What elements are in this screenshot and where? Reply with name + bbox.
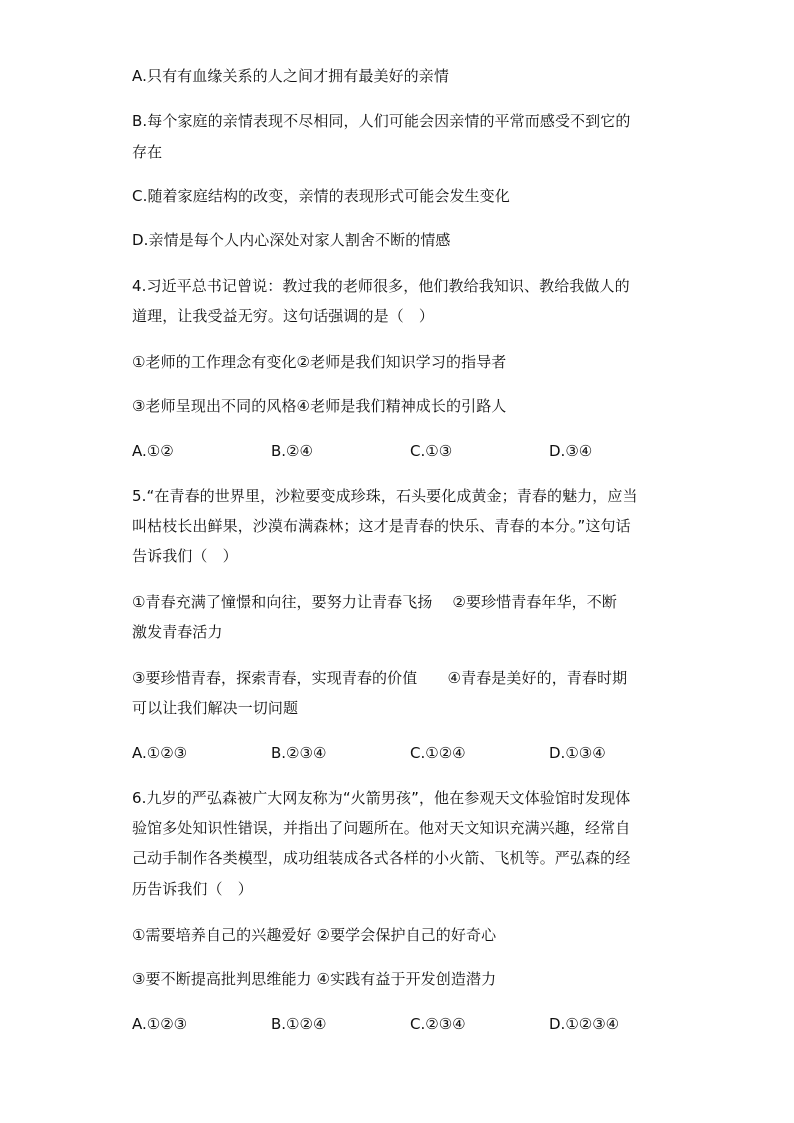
- q5-choice-d: D.①③④: [549, 744, 606, 762]
- q4-choice-c: C.①③: [410, 442, 453, 460]
- q6-choice-a: A.①②③: [132, 1015, 188, 1033]
- q5-choice-c: C.①②④: [410, 744, 466, 762]
- q3-option-d: D.亲情是每个人内心深处对家人割舍不断的情感: [132, 231, 451, 249]
- q5-statement-2-cont: 可以让我们解决一切问题: [132, 699, 299, 717]
- q6-choice-d: D.①②③④: [549, 1015, 620, 1033]
- q6-statement-1: ①需要培养自己的兴趣爱好 ②要学会保护自己的好奇心: [132, 926, 497, 944]
- q5-stem-line1: 5.“在青春的世界里，沙粒要变成珍珠，石头要化成黄金；青春的魅力，应当: [132, 487, 638, 505]
- q5-statement-1-cont: 激发青春活力: [132, 623, 223, 641]
- q4-choice-a: A.①②: [132, 442, 174, 460]
- q6-choice-b: B.①②④: [271, 1015, 327, 1033]
- q6-choice-c: C.②③④: [410, 1015, 466, 1033]
- q6-stem-line4: 历告诉我们（ ）: [132, 880, 253, 898]
- q4-stem-line1: 4.习近平总书记曾说：教过我的老师很多，他们教给我知识、教给我做人的: [132, 277, 630, 295]
- q6-statement-2: ③要不断提高批判思维能力 ④实践有益于开发创造潜力: [132, 970, 497, 988]
- q5-stem-line2: 叫枯枝长出鲜果，沙漠布满森林；这才是青春的快乐、青春的本分。”这句话: [132, 517, 631, 535]
- q5-choice-a: A.①②③: [132, 744, 188, 762]
- q4-choice-b: B.②④: [271, 442, 313, 460]
- q5-statement-1: ①青春充满了憧憬和向往，要努力让青春飞扬 ②要珍惜青春年华，不断: [132, 593, 617, 611]
- q5-statement-2: ③要珍惜青春，探索青春，实现青春的价值 ④青春是美好的，青春时期: [132, 669, 628, 687]
- q6-stem-line2: 验馆多处知识性错误，并指出了问题所在。他对天文知识充满兴趣，经常自: [132, 819, 631, 837]
- q3-option-b-line1: B.每个家庭的亲情表现不尽相同，人们可能会因亲情的平常而感受不到它的: [132, 112, 631, 130]
- q4-statement-2: ③老师呈现出不同的风格④老师是我们精神成长的引路人: [132, 397, 507, 415]
- q4-choice-d: D.③④: [549, 442, 593, 460]
- q3-option-c: C.随着家庭结构的改变，亲情的表现形式可能会发生变化: [132, 187, 510, 205]
- q6-stem-line1: 6.九岁的严弘森被广大网友称为“火箭男孩”，他在参观天文体验馆时发现体: [132, 789, 631, 807]
- q5-stem-line3: 告诉我们（ ）: [132, 547, 238, 565]
- q3-option-b-line2: 存在: [132, 143, 163, 161]
- q4-statement-1: ①老师的工作理念有变化②老师是我们知识学习的指导者: [132, 353, 507, 371]
- q3-option-a: A.只有有血缘关系的人之间才拥有最美好的亲情: [132, 67, 449, 85]
- q4-stem-line2: 道理，让我受益无穷。这句话强调的是（ ）: [132, 307, 435, 325]
- q6-stem-line3: 己动手制作各类模型，成功组装成各式各样的小火箭、飞机等。严弘森的经: [132, 849, 631, 867]
- q5-choice-b: B.②③④: [271, 744, 327, 762]
